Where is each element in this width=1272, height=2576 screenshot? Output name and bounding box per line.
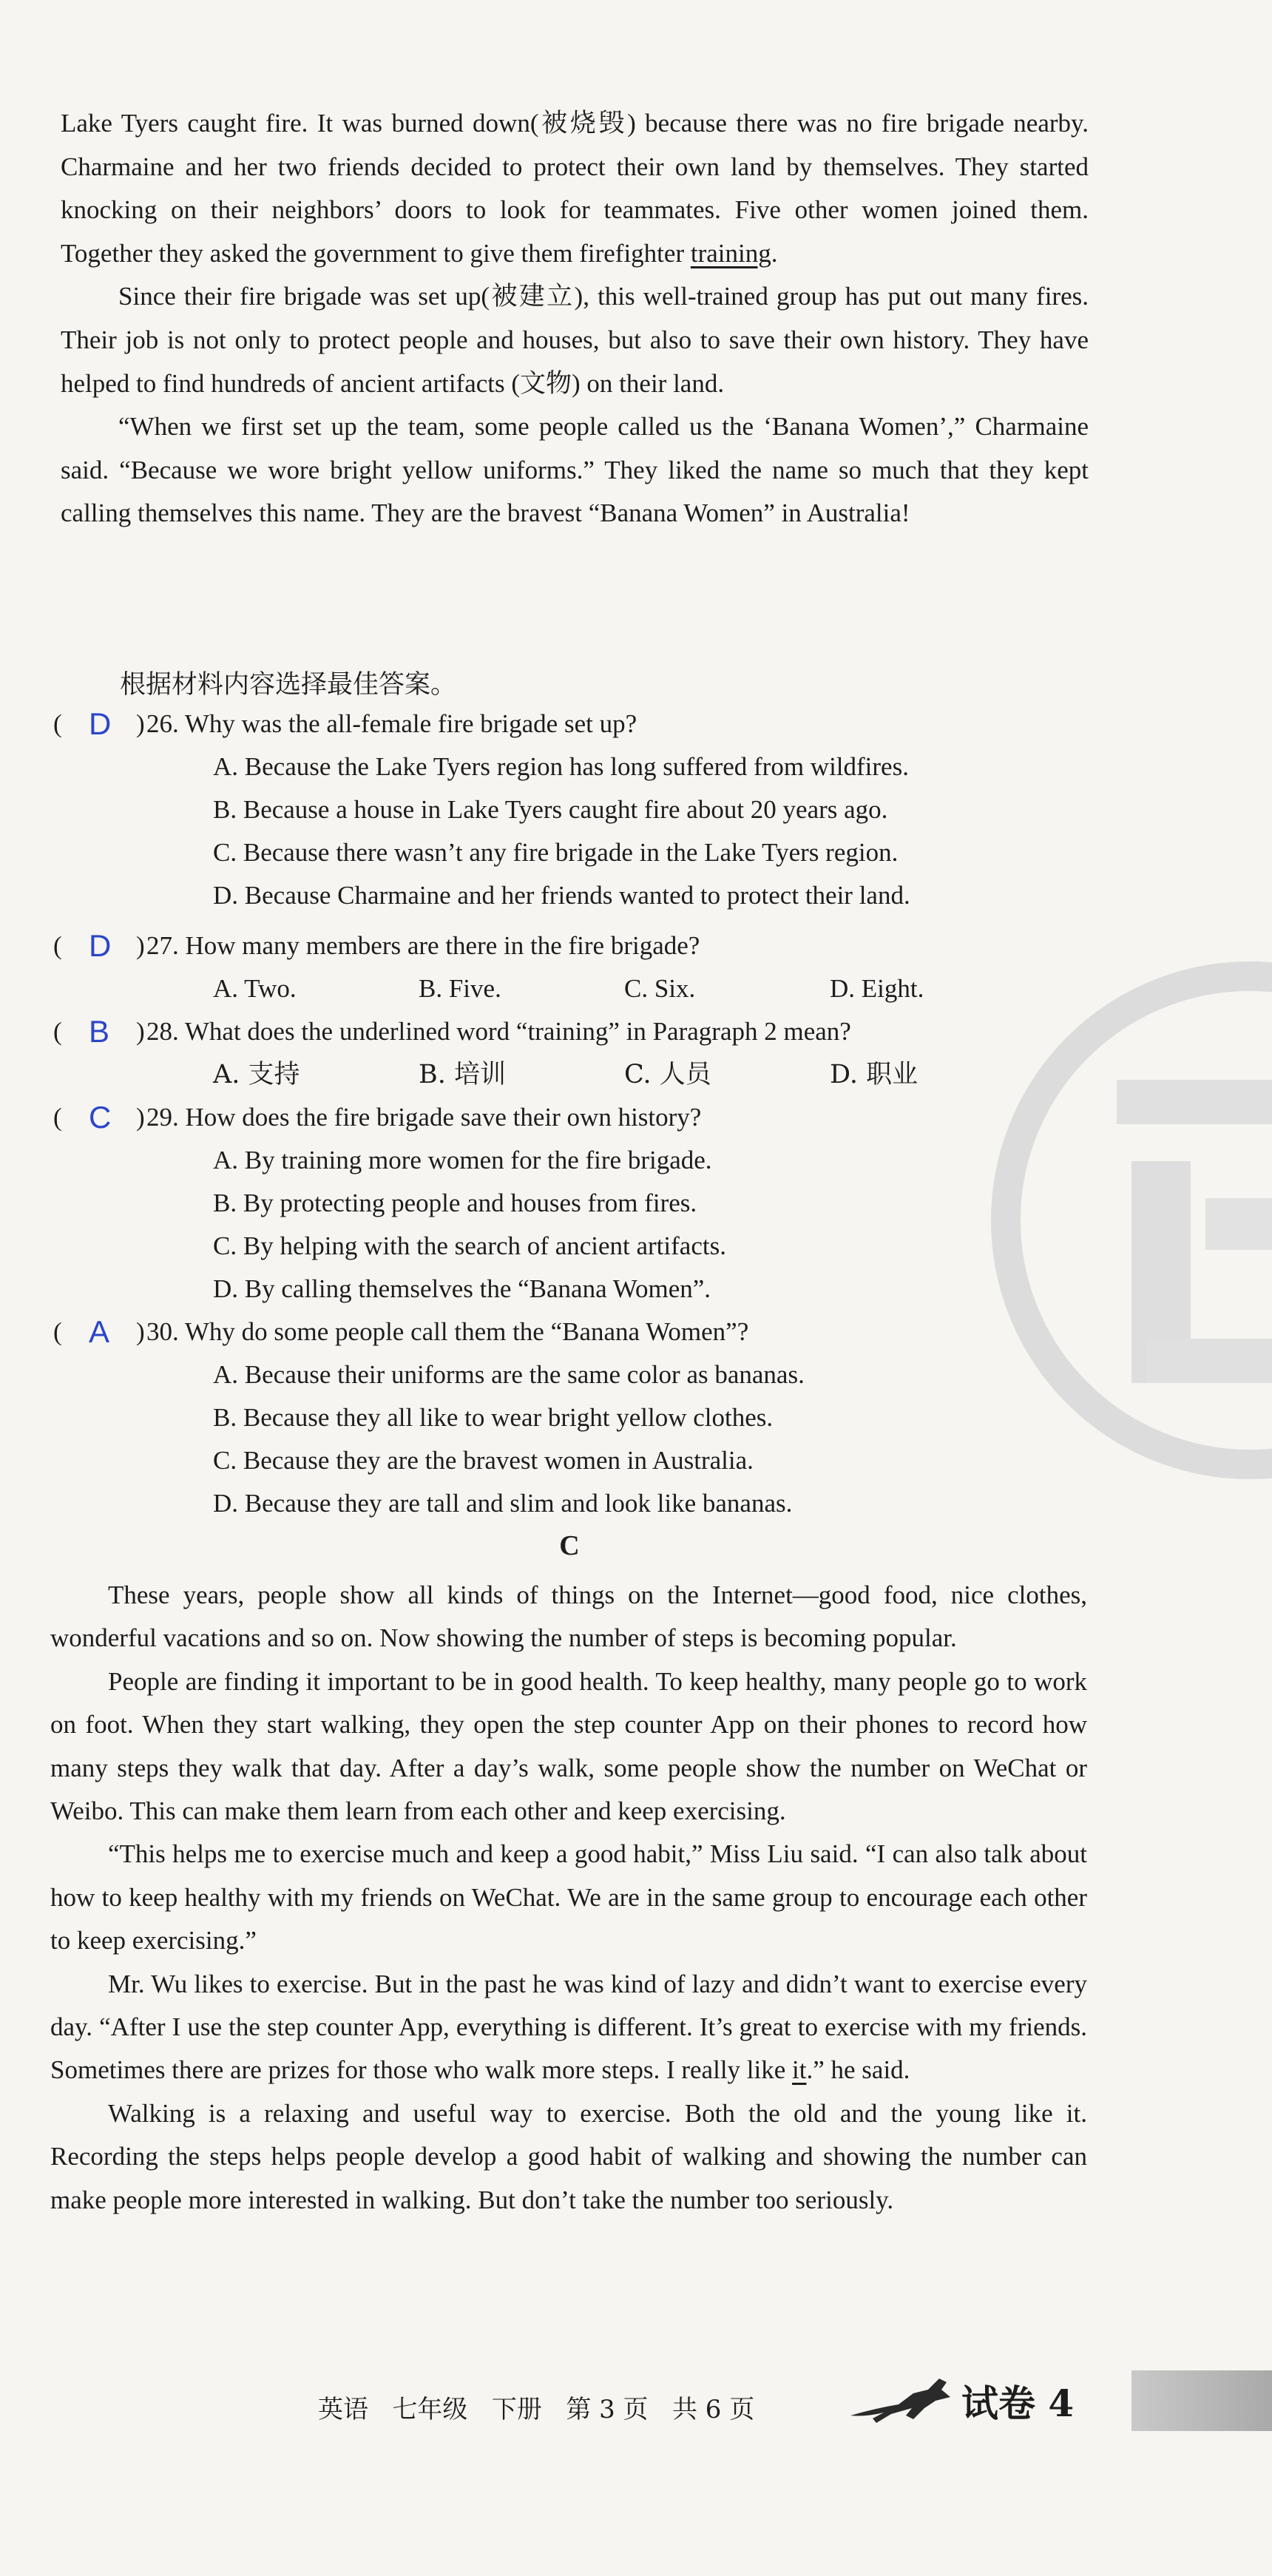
option-b[interactable]: B. 培训 [419,1060,506,1089]
option-a[interactable]: A. Because their uniforms are the same color as bananas. [213,1360,805,1389]
option-c[interactable]: C. 人员 [624,1060,711,1089]
option-d[interactable]: D. Because they are tall and slim and look like bananas. [213,1489,793,1518]
option-c[interactable]: C. Six. [624,974,696,1003]
question-text: Why was the all-female fire brigade set up? [184,709,637,738]
footer-band [1131,2370,1272,2431]
option-c[interactable]: C. By helping with the search of ancient artifacts. [213,1231,726,1260]
question-number: 27 [146,931,172,960]
question-text: Why do some people call them the “Banana Women”? [184,1317,749,1346]
passage-c [50,1574,1087,2222]
option-b[interactable]: B. Five. [419,974,501,1003]
passage-c-paragraph-4: Mr. Wu likes to exercise. But in the past he was kind of lazy and didn’t want to exercise every day. “After I use the step counter App, everything is different. It’s great to exercise with my friends. Sometimes there are prizes for those who walk more steps. I really like it.” he said. [50,1969,1087,2085]
question-number: 30 [146,1317,172,1346]
question-text: How does the fire brigade save their own history? [185,1103,702,1132]
passage-b-paragraph-3: “When we first set up the team, some people called us the ‘Banana Women’,” Charmaine said. “Because we wore bright yellow uniforms.” They liked the name so much that they kept calling themselves this name. They are the bravest “Banana Women” in Australia! [61,412,1089,528]
footer-page: 第 3 页 [566,2395,649,2424]
footer-grade: 七年级 [392,2395,468,2424]
underlined-word-training: training [690,238,771,268]
page-footer [318,2389,754,2425]
question-number: 29 [146,1103,172,1132]
question-30: ( A ) 30. Why do some people call them the “Banana Women”? A. Because their uniforms are the same color as bananas. B. Because they all like to wear bright yellow clothes. C. Because they are the bravest women in Australia. D. Because they are tall and slim and look like bananas. [53,1311,1103,1525]
answer-mark: B [89,1014,110,1049]
question-text: How many members are there in the fire brigade? [185,931,700,960]
question-26: ( D ) 26. Why was the all-female fire brigade set up? A. Because the Lake Tyers region has long suffered from wildfires. B. Because a house in Lake Tyers caught fire about 20 years ago. C. Because there wasn’t any fire brigade in the Lake Tyers region. D. Because Charmaine and her friends wanted to protect their land. [53,703,1103,917]
answer-mark: C [89,1100,112,1135]
question-text: What does the underlined word “training” in Paragraph 2 mean? [184,1017,851,1046]
exam-paper-tag: 试卷 4 [961,2381,1075,2425]
option-a[interactable]: A. Because the Lake Tyers region has long suffered from wildfires. [213,752,909,781]
option-d[interactable]: D. Eight. [830,974,924,1003]
section-heading-c: C [559,1530,580,1561]
passage-c-paragraph-2: People are finding it important to be in good health. To keep healthy, many people go to work on foot. When they start walking, they open the step counter App on their phones to record how many steps they walk that day. After a day’s walk, some people show the number on WeChat or Weibo. This can make them learn from each other and keep exercising. [50,1666,1087,1826]
option-d[interactable]: D. 职业 [830,1060,919,1089]
passage-c-paragraph-1: These years, people show all kinds of things on the Internet—good food, nice clothes, wonderful vacations and so on. Now showing the number of steps is becoming popular. [50,1581,1087,1653]
passage-b-paragraph-2: Since their fire brigade was set up(被建立), this well-trained group has put out many fires. Their job is not only to protect people and houses, but also to save their own history. They have helped to find hundreds of ancient artifacts (文物) on their land. [61,282,1089,398]
option-d[interactable]: D. Because Charmaine and her friends wanted to protect their land. [213,881,910,910]
question-28: ( B ) 28. What does the underlined word “training” in Paragraph 2 mean? A. 支持 B. 培训 C. 人员 D. 职业 [53,1010,1103,1096]
running-horse-icon [847,2364,965,2430]
passage-c-paragraph-5: Walking is a relaxing and useful way to exercise. Both the old and the young like it. Recording the steps helps people develop a good habit of walking and showing the number can make people more interested in walking. But don’t take the number too seriously. [50,2098,1087,2214]
option-a[interactable]: A. 支持 [213,1060,300,1089]
question-number: 26 [146,709,172,738]
answer-mark: D [89,928,112,963]
footer-total: 共 6 页 [672,2395,755,2424]
passage-c-paragraph-3: “This helps me to exercise much and keep a good habit,” Miss Liu said. “I can also talk about how to keep healthy with my friends on WeChat. We are in the same group to encourage each other to keep exercising.” [50,1839,1087,1955]
question-27: ( D ) 27. How many members are there in the fire brigade? A. Two. B. Five. C. Six. D. Eight. [53,924,1103,1010]
question-29: ( C ) 29. How does the fire brigade save their own history? A. By training more women for the fire brigade. B. By protecting people and houses from fires. C. By helping with the search of ancient artifacts. D. By calling themselves the “Banana Women”. [53,1096,1103,1311]
option-a[interactable]: A. By training more women for the fire brigade. [213,1146,712,1174]
option-b[interactable]: B. By protecting people and houses from fires. [213,1189,697,1217]
question-number: 28 [146,1017,172,1046]
footer-volume: 下册 [491,2395,542,2424]
option-b[interactable]: B. Because a house in Lake Tyers caught fire about 20 years ago. [213,795,888,824]
option-c[interactable]: C. Because there wasn’t any fire brigade in the Lake Tyers region. [213,838,899,867]
option-b[interactable]: B. Because they all like to wear bright yellow clothes. [213,1403,774,1432]
option-a[interactable]: A. Two. [213,974,297,1003]
option-c[interactable]: C. Because they are the bravest women in Australia. [213,1446,754,1475]
footer-subject: 英语 [318,2395,368,2424]
answer-mark: A [89,1314,110,1349]
answer-mark: D [89,706,112,741]
underlined-word-it: it [792,2055,807,2085]
instruction-text: 根据材料内容选择最佳答案。 [120,670,457,700]
passage-b [61,102,1089,535]
option-d[interactable]: D. By calling themselves the “Banana Women”. [213,1274,711,1303]
passage-b-paragraph-1: Lake Tyers caught fire. It was burned down(被烧毁) because there was no fire brigade nearby. Charmaine and her two friends decided to protect their own land by themselves. They started knocking on their neighbors’ doors to look for teammates. Five other women joined them. Together they asked the government to give them firefighter training. [61,109,1089,268]
